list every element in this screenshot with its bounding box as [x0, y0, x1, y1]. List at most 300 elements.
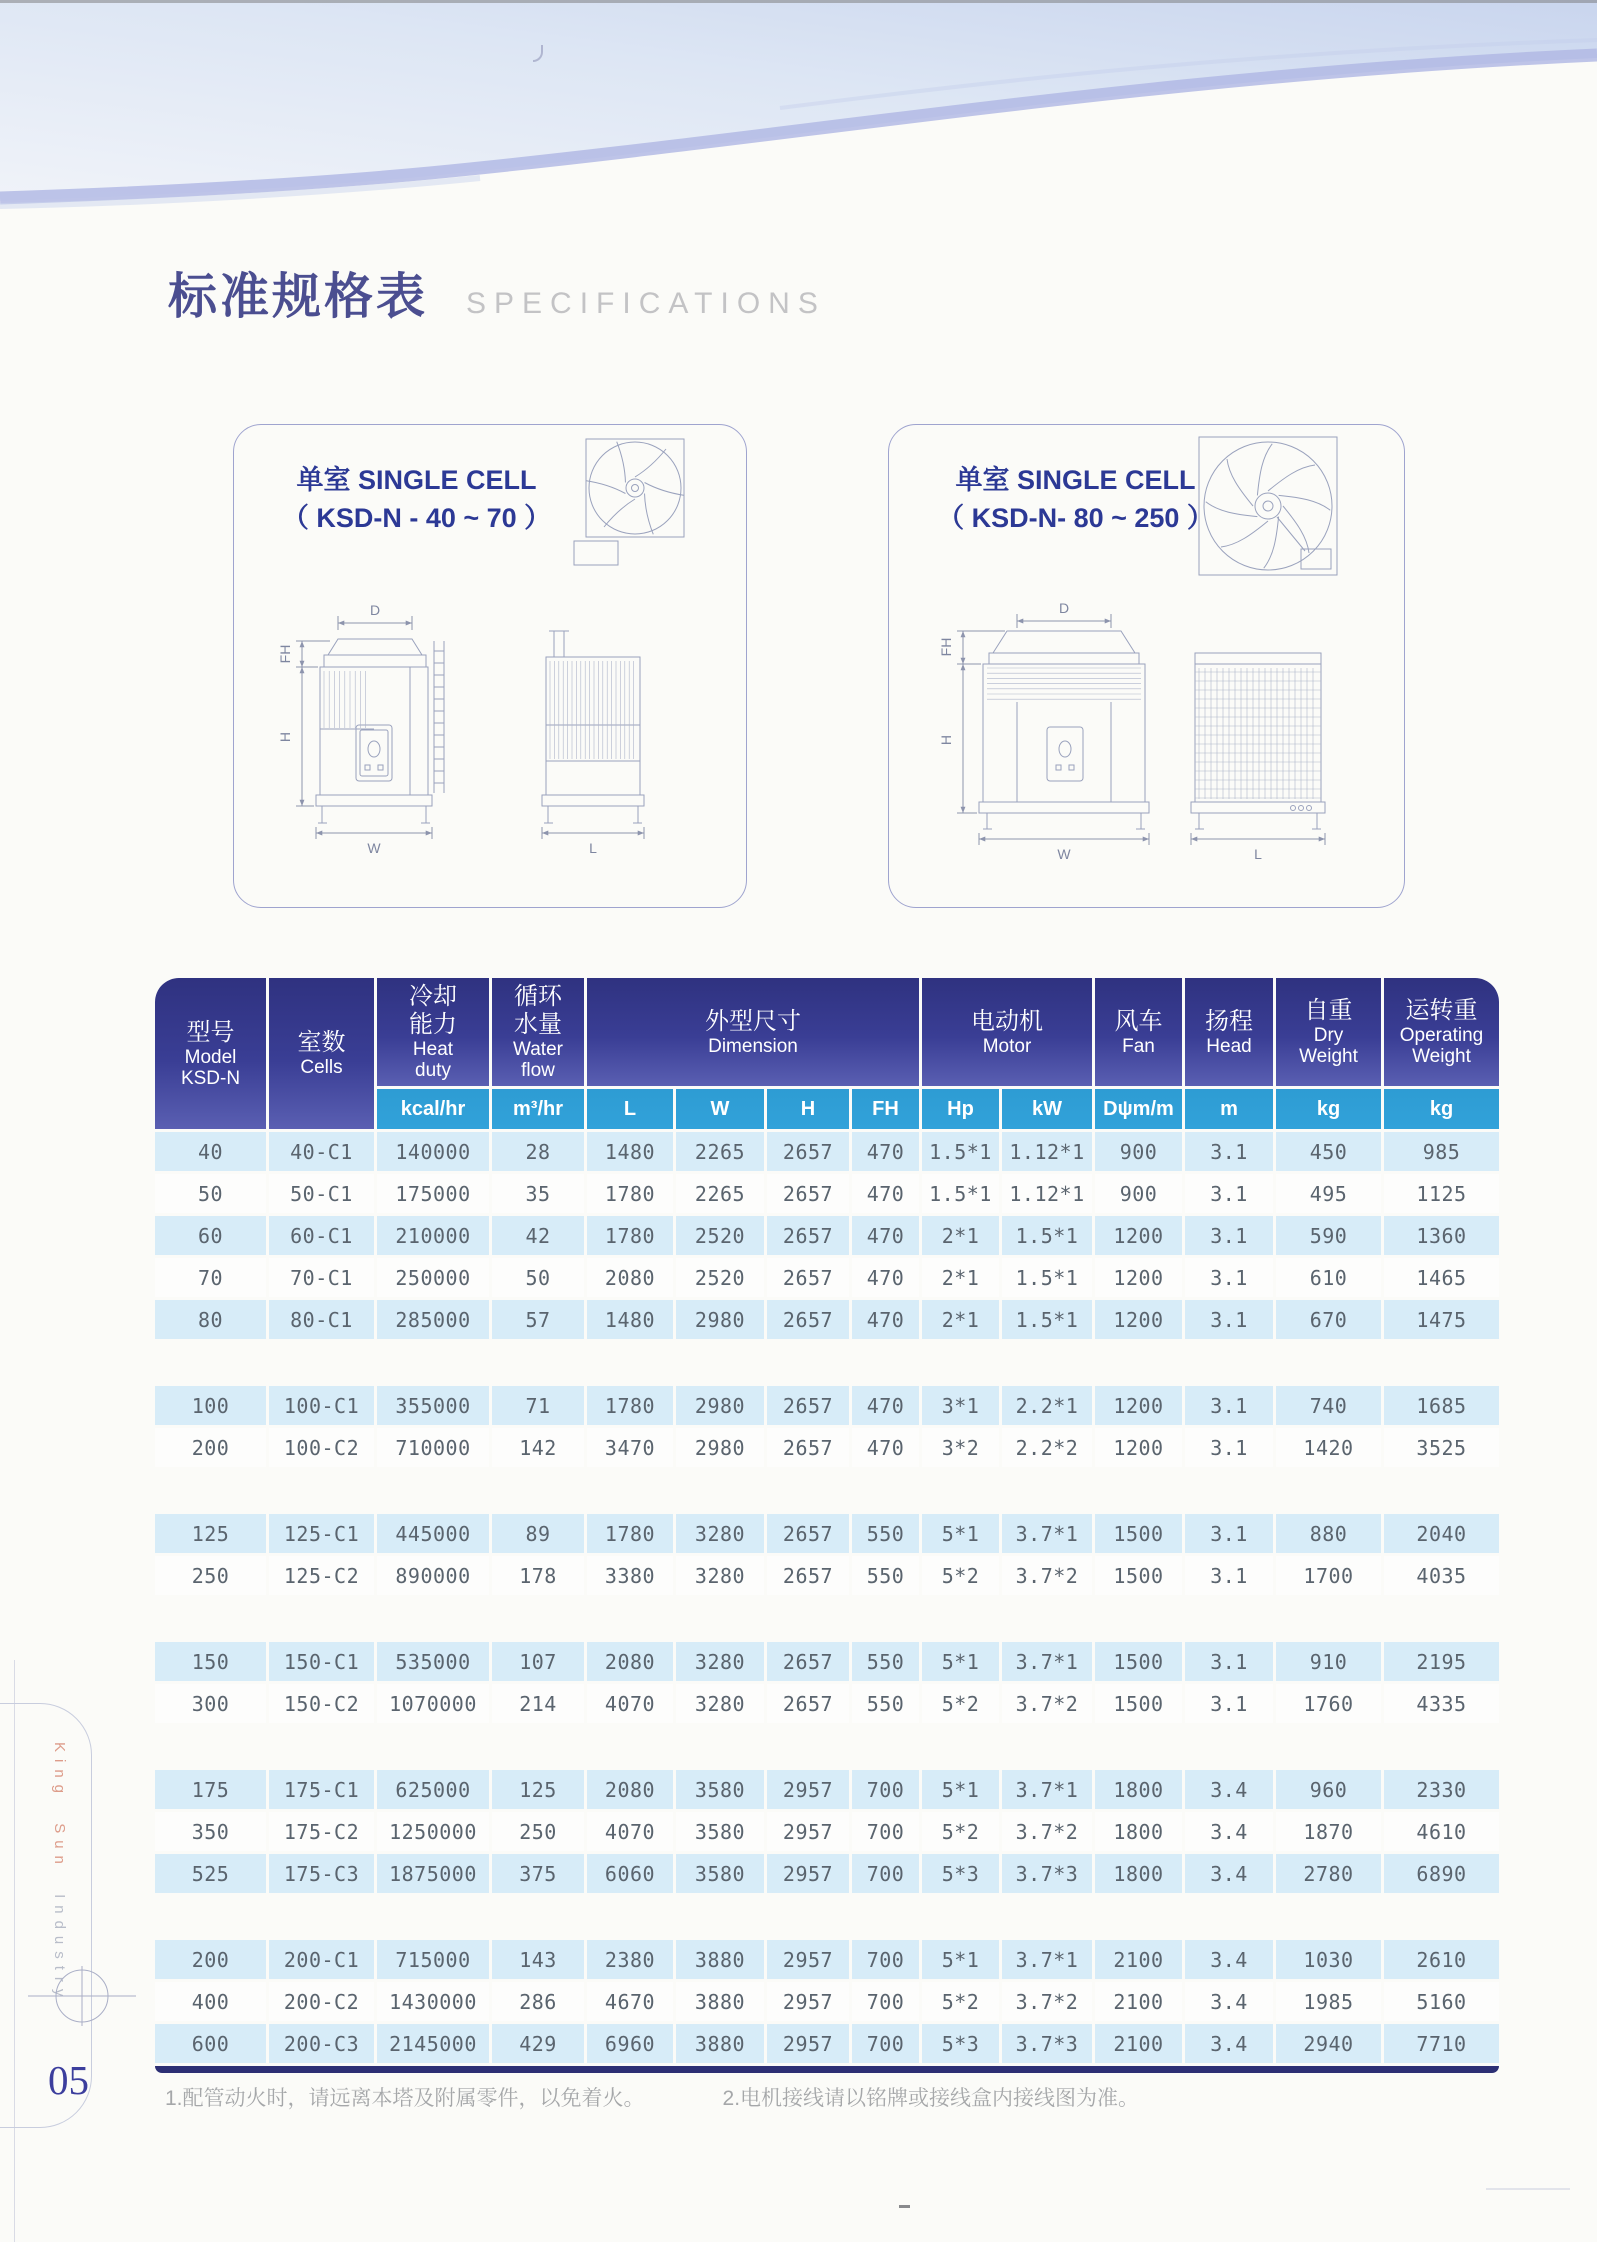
spec-row-200-C1 — [155, 1940, 1499, 1979]
spec-cell: 3.1 — [1185, 1216, 1273, 1255]
row-group-gap — [155, 1896, 1499, 1937]
spec-cell: 28 — [492, 1132, 584, 1171]
spec-cell: 610 — [1276, 1258, 1381, 1297]
spec-row-100-C1 — [155, 1386, 1499, 1425]
registration-mark — [28, 1960, 140, 2032]
spec-cell: 1685 — [1384, 1386, 1499, 1425]
spec-cell: 3470 — [587, 1428, 673, 1467]
spec-cell: 2957 — [767, 1940, 849, 1979]
spec-cell: 3280 — [676, 1684, 764, 1723]
spec-cell: 40-C1 — [269, 1132, 374, 1171]
spec-cell: 2080 — [587, 1770, 673, 1809]
spec-cell: 2380 — [587, 1940, 673, 1979]
spec-cell: 175-C3 — [269, 1854, 374, 1893]
spec-cell: 70-C1 — [269, 1258, 374, 1297]
spec-cell: 4335 — [1384, 1684, 1499, 1723]
spec-cell: 100-C1 — [269, 1386, 374, 1425]
spec-cell: 3580 — [676, 1854, 764, 1893]
spec-cell: 3525 — [1384, 1428, 1499, 1467]
spec-cell: 375 — [492, 1854, 584, 1893]
dim-label-w: W — [1057, 846, 1071, 862]
spec-cell: 2610 — [1384, 1940, 1499, 1979]
dim-label-d: D — [369, 602, 381, 618]
spec-cell: 2.2*1 — [1002, 1386, 1092, 1425]
header-operating-weight: 运转重 Operating Weight — [1384, 978, 1499, 1086]
spec-cell: 1200 — [1095, 1216, 1182, 1255]
dim-label-l: L — [1254, 846, 1262, 862]
spec-cell: 2*1 — [922, 1216, 999, 1255]
spec-cell: 200-C2 — [269, 1982, 374, 2021]
spec-cell: 6060 — [587, 1854, 673, 1893]
spec-cell: 286 — [492, 1982, 584, 2021]
header-dry-weight: 自重 Dry Weight — [1276, 978, 1381, 1086]
spec-cell: 470 — [852, 1216, 919, 1255]
spec-row-125-C1 — [155, 1514, 1499, 1553]
unit-dry-weight: kg — [1276, 1089, 1381, 1129]
spec-cell: 3280 — [676, 1642, 764, 1681]
spec-cell: 1800 — [1095, 1854, 1182, 1893]
spec-cell: 1800 — [1095, 1812, 1182, 1851]
spec-cell: 2957 — [767, 1812, 849, 1851]
dim-label-h: H — [938, 734, 954, 746]
spec-row-150-C2 — [155, 1684, 1499, 1723]
fan-top-view — [574, 439, 684, 565]
front-view-drawing — [316, 639, 444, 823]
spec-cell: 2657 — [767, 1216, 849, 1255]
spec-cell: 3.1 — [1185, 1258, 1273, 1297]
spec-cell: 5*2 — [922, 1684, 999, 1723]
spec-cell: 2957 — [767, 1982, 849, 2021]
spec-table — [152, 975, 1502, 2076]
spec-cell: 1360 — [1384, 1216, 1499, 1255]
spec-cell: 1875000 — [377, 1854, 489, 1893]
spec-cell: 1070000 — [377, 1684, 489, 1723]
spec-cell: 700 — [852, 1982, 919, 2021]
spec-cell: 125-C1 — [269, 1514, 374, 1553]
spec-cell: 107 — [492, 1642, 584, 1681]
spec-cell: 60-C1 — [269, 1216, 374, 1255]
spec-cell: 5*1 — [922, 1770, 999, 1809]
spec-cell: 40 — [155, 1132, 266, 1171]
page-title — [168, 258, 826, 328]
unit-motor-0: Hp — [922, 1089, 999, 1129]
spec-cell: 1.12*1 — [1002, 1132, 1092, 1171]
spec-cell: 3.7*2 — [1002, 1556, 1092, 1595]
spec-cell: 1.5*1 — [1002, 1258, 1092, 1297]
spec-cell: 2940 — [1276, 2024, 1381, 2063]
spec-row-80-C1 — [155, 1300, 1499, 1339]
spec-cell: 470 — [852, 1132, 919, 1171]
spec-cell: 910 — [1276, 1642, 1381, 1681]
spec-row-60-C1 — [155, 1216, 1499, 1255]
spec-cell: 900 — [1095, 1174, 1182, 1213]
unit-motor-1: kW — [1002, 1089, 1092, 1129]
spec-cell: 2657 — [767, 1132, 849, 1171]
spec-cell: 3.7*2 — [1002, 1684, 1092, 1723]
spec-cell: 3.7*1 — [1002, 1642, 1092, 1681]
header-model: 型号 Model KSD-N — [155, 978, 266, 1129]
spec-cell: 175-C1 — [269, 1770, 374, 1809]
spec-cell: 890000 — [377, 1556, 489, 1595]
spec-cell: 250 — [492, 1812, 584, 1851]
spec-cell: 142 — [492, 1428, 584, 1467]
spec-cell: 2980 — [676, 1428, 764, 1467]
footnote-2: 2.电机接线请以铭牌或接线盒内接线图为准。 — [722, 2087, 1140, 2110]
spec-cell: 3.7*3 — [1002, 2024, 1092, 2063]
spec-cell: 2100 — [1095, 2024, 1182, 2063]
spec-cell: 3*2 — [922, 1428, 999, 1467]
spec-cell: 470 — [852, 1428, 919, 1467]
spec-cell: 2145000 — [377, 2024, 489, 2063]
page-title-en: SPECIFICATIONS — [466, 287, 826, 320]
spec-cell: 1200 — [1095, 1428, 1182, 1467]
spec-cell: 140000 — [377, 1132, 489, 1171]
spec-cell: 3.4 — [1185, 1770, 1273, 1809]
spec-cell: 200 — [155, 1940, 266, 1979]
spec-cell: 2.2*2 — [1002, 1428, 1092, 1467]
spec-cell: 3.7*2 — [1002, 1982, 1092, 2021]
spec-row-175-C3 — [155, 1854, 1499, 1893]
spec-cell: 2980 — [676, 1300, 764, 1339]
spec-row-50-C1 — [155, 1174, 1499, 1213]
spec-cell: 71 — [492, 1386, 584, 1425]
spec-cell: 600 — [155, 2024, 266, 2063]
diagram-model-range: （ KSD-N- 80 ~ 250 ） — [937, 503, 1214, 533]
spec-cell: 1985 — [1276, 1982, 1381, 2021]
row-group-gap — [155, 1598, 1499, 1639]
sidebar-brand: King Sun — [51, 1742, 68, 1871]
spec-cell: 3880 — [676, 1940, 764, 1979]
spec-cell: 1430000 — [377, 1982, 489, 2021]
spec-cell: 1760 — [1276, 1684, 1381, 1723]
spec-cell: 200-C3 — [269, 2024, 374, 2063]
spec-cell: 3.7*3 — [1002, 1854, 1092, 1893]
spec-cell: 525 — [155, 1854, 266, 1893]
spec-cell: 985 — [1384, 1132, 1499, 1171]
spec-cell: 2040 — [1384, 1514, 1499, 1553]
diagram-model-range: （ KSD-N - 40 ~ 70 ） — [281, 503, 552, 533]
spec-cell: 1465 — [1384, 1258, 1499, 1297]
spec-cell: 80-C1 — [269, 1300, 374, 1339]
spec-cell: 178 — [492, 1556, 584, 1595]
spec-cell: 3.1 — [1185, 1684, 1273, 1723]
spec-cell: 89 — [492, 1514, 584, 1553]
spec-cell: 5*2 — [922, 1812, 999, 1851]
unit-dimension-2: H — [767, 1089, 849, 1129]
spec-cell: 400 — [155, 1982, 266, 2021]
diagram-title-text: 单室 SINGLE CELL — [296, 465, 537, 495]
spec-cell: 429 — [492, 2024, 584, 2063]
unit-head: m — [1185, 1089, 1273, 1129]
spec-cell: 450 — [1276, 1132, 1381, 1171]
page-title-zh: 标准规格表 — [168, 270, 429, 324]
unit-fan: Dψm/m — [1095, 1089, 1182, 1129]
spec-cell: 150-C1 — [269, 1642, 374, 1681]
spec-cell: 3.1 — [1185, 1300, 1273, 1339]
spec-cell: 1030 — [1276, 1940, 1381, 1979]
spec-cell: 1480 — [587, 1300, 673, 1339]
row-group-gap — [155, 1470, 1499, 1511]
footnotes — [165, 2082, 1139, 2112]
spec-cell: 1500 — [1095, 1556, 1182, 1595]
spec-cell: 3.4 — [1185, 1940, 1273, 1979]
spec-cell: 57 — [492, 1300, 584, 1339]
spec-cell: 2080 — [587, 1642, 673, 1681]
header-head: 扬程 Head — [1185, 978, 1273, 1086]
spec-cell: 355000 — [377, 1386, 489, 1425]
spec-cell: 3.4 — [1185, 1854, 1273, 1893]
spec-cell: 470 — [852, 1174, 919, 1213]
spec-cell: 1.5*1 — [1002, 1216, 1092, 1255]
spec-cell: 4070 — [587, 1684, 673, 1723]
spec-cell: 70 — [155, 1258, 266, 1297]
spec-cell: 2657 — [767, 1386, 849, 1425]
spec-cell: 3580 — [676, 1770, 764, 1809]
spec-cell: 350 — [155, 1812, 266, 1851]
spec-cell: 470 — [852, 1258, 919, 1297]
spec-cell: 100 — [155, 1386, 266, 1425]
spec-row-100-C2 — [155, 1428, 1499, 1467]
spec-row-175-C2 — [155, 1812, 1499, 1851]
spec-cell: 1780 — [587, 1514, 673, 1553]
spec-cell: 710000 — [377, 1428, 489, 1467]
spec-cell: 3580 — [676, 1812, 764, 1851]
spec-cell: 1.5*1 — [922, 1132, 999, 1171]
spec-cell: 1780 — [587, 1174, 673, 1213]
spec-cell: 50-C1 — [269, 1174, 374, 1213]
spec-cell: 300 — [155, 1684, 266, 1723]
spec-row-40-C1 — [155, 1132, 1499, 1171]
spec-cell: 3280 — [676, 1514, 764, 1553]
spec-cell: 700 — [852, 1770, 919, 1809]
spec-cell: 670 — [1276, 1300, 1381, 1339]
spec-cell: 125 — [492, 1770, 584, 1809]
specifications-table-area — [152, 975, 1502, 2076]
spec-row-125-C2 — [155, 1556, 1499, 1595]
spec-cell: 250000 — [377, 1258, 489, 1297]
spec-cell: 5*3 — [922, 1854, 999, 1893]
cooling-tower-drawing-large — [889, 425, 1404, 907]
spec-cell: 590 — [1276, 1216, 1381, 1255]
spec-cell: 50 — [492, 1258, 584, 1297]
spec-cell: 1.5*1 — [922, 1174, 999, 1213]
spec-cell: 2657 — [767, 1258, 849, 1297]
spec-cell: 2657 — [767, 1514, 849, 1553]
spec-cell: 214 — [492, 1684, 584, 1723]
spec-cell: 1250000 — [377, 1812, 489, 1851]
spec-cell: 175000 — [377, 1174, 489, 1213]
spec-cell: 250 — [155, 1556, 266, 1595]
header-heat-duty: 冷却 能力 Heat duty — [377, 978, 489, 1086]
header-dimension: 外型尺寸 Dimension — [587, 978, 919, 1086]
spec-cell: 175 — [155, 1770, 266, 1809]
spec-cell: 5*1 — [922, 1940, 999, 1979]
spec-cell: 700 — [852, 1812, 919, 1851]
dim-label-d: D — [1058, 600, 1070, 616]
spec-cell: 2780 — [1276, 1854, 1381, 1893]
spec-cell: 3.1 — [1185, 1642, 1273, 1681]
spec-cell: 1420 — [1276, 1428, 1381, 1467]
spec-cell: 2265 — [676, 1174, 764, 1213]
spec-cell: 150 — [155, 1642, 266, 1681]
spec-cell: 2100 — [1095, 1940, 1182, 1979]
spec-cell: 445000 — [377, 1514, 489, 1553]
spec-cell: 3.7*1 — [1002, 1770, 1092, 1809]
spec-cell: 1500 — [1095, 1684, 1182, 1723]
spec-cell: 3*1 — [922, 1386, 999, 1425]
fan-top-view — [1199, 437, 1337, 575]
row-group-gap — [155, 1342, 1499, 1383]
spec-cell: 80 — [155, 1300, 266, 1339]
spec-cell: 3.1 — [1185, 1386, 1273, 1425]
spec-cell: 42 — [492, 1216, 584, 1255]
spec-cell: 285000 — [377, 1300, 489, 1339]
table-bottom-bar — [155, 2066, 1499, 2073]
spec-row-150-C1 — [155, 1642, 1499, 1681]
spec-cell: 1780 — [587, 1386, 673, 1425]
diagram-title-text: 单室 SINGLE CELL — [955, 465, 1196, 495]
spec-cell: 550 — [852, 1514, 919, 1553]
spec-cell: 3.7*2 — [1002, 1812, 1092, 1851]
spec-cell: 2080 — [587, 1258, 673, 1297]
spec-cell: 100-C2 — [269, 1428, 374, 1467]
spec-cell: 4035 — [1384, 1556, 1499, 1595]
spec-cell: 2957 — [767, 1770, 849, 1809]
unit-dimension-0: L — [587, 1089, 673, 1129]
spec-cell: 4670 — [587, 1982, 673, 2021]
spec-cell: 4610 — [1384, 1812, 1499, 1851]
dim-label-w: W — [367, 840, 381, 856]
dim-label-l: L — [589, 840, 597, 856]
spec-cell: 50 — [155, 1174, 266, 1213]
spec-cell: 1.5*1 — [1002, 1300, 1092, 1339]
spec-cell: 550 — [852, 1556, 919, 1595]
spec-cell: 3.4 — [1185, 2024, 1273, 2063]
spec-cell: 2657 — [767, 1174, 849, 1213]
spec-cell: 1700 — [1276, 1556, 1381, 1595]
spec-row-70-C1 — [155, 1258, 1499, 1297]
page-number: 05 — [48, 2057, 89, 2103]
spec-cell: 3.4 — [1185, 1812, 1273, 1851]
spec-cell: 210000 — [377, 1216, 489, 1255]
unit-water-flow: m³/hr — [492, 1089, 584, 1129]
spec-cell: 1.12*1 — [1002, 1174, 1092, 1213]
spec-cell: 1800 — [1095, 1770, 1182, 1809]
spec-cell: 2265 — [676, 1132, 764, 1171]
spec-row-175-C1 — [155, 1770, 1499, 1809]
spec-cell: 2330 — [1384, 1770, 1499, 1809]
spec-cell: 550 — [852, 1684, 919, 1723]
row-group-gap — [155, 1726, 1499, 1767]
unit-dimension-1: W — [676, 1089, 764, 1129]
spec-cell: 6960 — [587, 2024, 673, 2063]
spec-cell: 2980 — [676, 1386, 764, 1425]
spec-cell: 1870 — [1276, 1812, 1381, 1851]
spec-cell: 2657 — [767, 1556, 849, 1595]
spec-cell: 2195 — [1384, 1642, 1499, 1681]
spec-cell: 2657 — [767, 1642, 849, 1681]
spec-cell: 1200 — [1095, 1300, 1182, 1339]
spec-cell: 1125 — [1384, 1174, 1499, 1213]
spec-cell: 3.1 — [1185, 1514, 1273, 1553]
spec-cell: 2957 — [767, 1854, 849, 1893]
dim-label-fh: FH — [277, 644, 293, 664]
spec-cell: 2657 — [767, 1300, 849, 1339]
spec-cell: 1500 — [1095, 1642, 1182, 1681]
spec-cell: 6890 — [1384, 1854, 1499, 1893]
unit-heat-duty: kcal/hr — [377, 1089, 489, 1129]
spec-cell: 35 — [492, 1174, 584, 1213]
cooling-tower-drawing-small — [234, 425, 746, 907]
header-water-flow: 循环 水量 Water flow — [492, 978, 584, 1086]
spec-cell: 4070 — [587, 1812, 673, 1851]
spec-cell: 5*2 — [922, 1982, 999, 2021]
scan-artifact — [1486, 2188, 1570, 2190]
spec-cell: 880 — [1276, 1514, 1381, 1553]
spec-cell: 960 — [1276, 1770, 1381, 1809]
spec-cell: 740 — [1276, 1386, 1381, 1425]
spec-cell: 2*1 — [922, 1258, 999, 1297]
spec-cell: 5*1 — [922, 1642, 999, 1681]
spec-cell: 150-C2 — [269, 1684, 374, 1723]
spec-cell: 3.1 — [1185, 1132, 1273, 1171]
scan-artifact — [899, 2205, 910, 2208]
spec-cell: 1200 — [1095, 1258, 1182, 1297]
spec-cell: 625000 — [377, 1770, 489, 1809]
front-view-drawing — [979, 631, 1149, 829]
spec-cell: 175-C2 — [269, 1812, 374, 1851]
spec-cell: 470 — [852, 1386, 919, 1425]
dimension-lines — [957, 614, 1325, 845]
spec-cell: 3.1 — [1185, 1556, 1273, 1595]
spec-cell: 2*1 — [922, 1300, 999, 1339]
spec-row-200-C2 — [155, 1982, 1499, 2021]
spec-cell: 700 — [852, 2024, 919, 2063]
spec-cell: 495 — [1276, 1174, 1381, 1213]
spec-cell: 2657 — [767, 1684, 849, 1723]
spec-cell: 700 — [852, 1940, 919, 1979]
header-fan: 风车 Fan — [1095, 978, 1182, 1086]
spec-cell: 1475 — [1384, 1300, 1499, 1339]
spec-cell: 1200 — [1095, 1386, 1182, 1425]
spec-cell: 5160 — [1384, 1982, 1499, 2021]
spec-cell: 3.7*1 — [1002, 1514, 1092, 1553]
diagram-box-large-models — [888, 424, 1405, 908]
spec-cell: 2520 — [676, 1216, 764, 1255]
spec-cell: 2100 — [1095, 1982, 1182, 2021]
dim-label-fh: FH — [938, 637, 954, 657]
spec-cell: 3880 — [676, 2024, 764, 2063]
spec-cell: 5*2 — [922, 1556, 999, 1595]
header-cells: 室数 Cells — [269, 978, 374, 1129]
spec-cell: 1480 — [587, 1132, 673, 1171]
unit-dimension-3: FH — [852, 1089, 919, 1129]
side-view-drawing — [542, 631, 644, 823]
spec-cell: 700 — [852, 1854, 919, 1893]
spec-cell: 200 — [155, 1428, 266, 1467]
spec-cell: 715000 — [377, 1940, 489, 1979]
spec-cell: 3.1 — [1185, 1428, 1273, 1467]
spec-cell: 60 — [155, 1216, 266, 1255]
spec-cell: 200-C1 — [269, 1940, 374, 1979]
spec-cell: 470 — [852, 1300, 919, 1339]
spec-cell: 3280 — [676, 1556, 764, 1595]
diagram-box-small-models — [233, 424, 747, 908]
unit-operating-weight: kg — [1384, 1089, 1499, 1129]
spec-cell: 125-C2 — [269, 1556, 374, 1595]
spec-cell: 2957 — [767, 2024, 849, 2063]
spec-row-200-C3 — [155, 2024, 1499, 2063]
